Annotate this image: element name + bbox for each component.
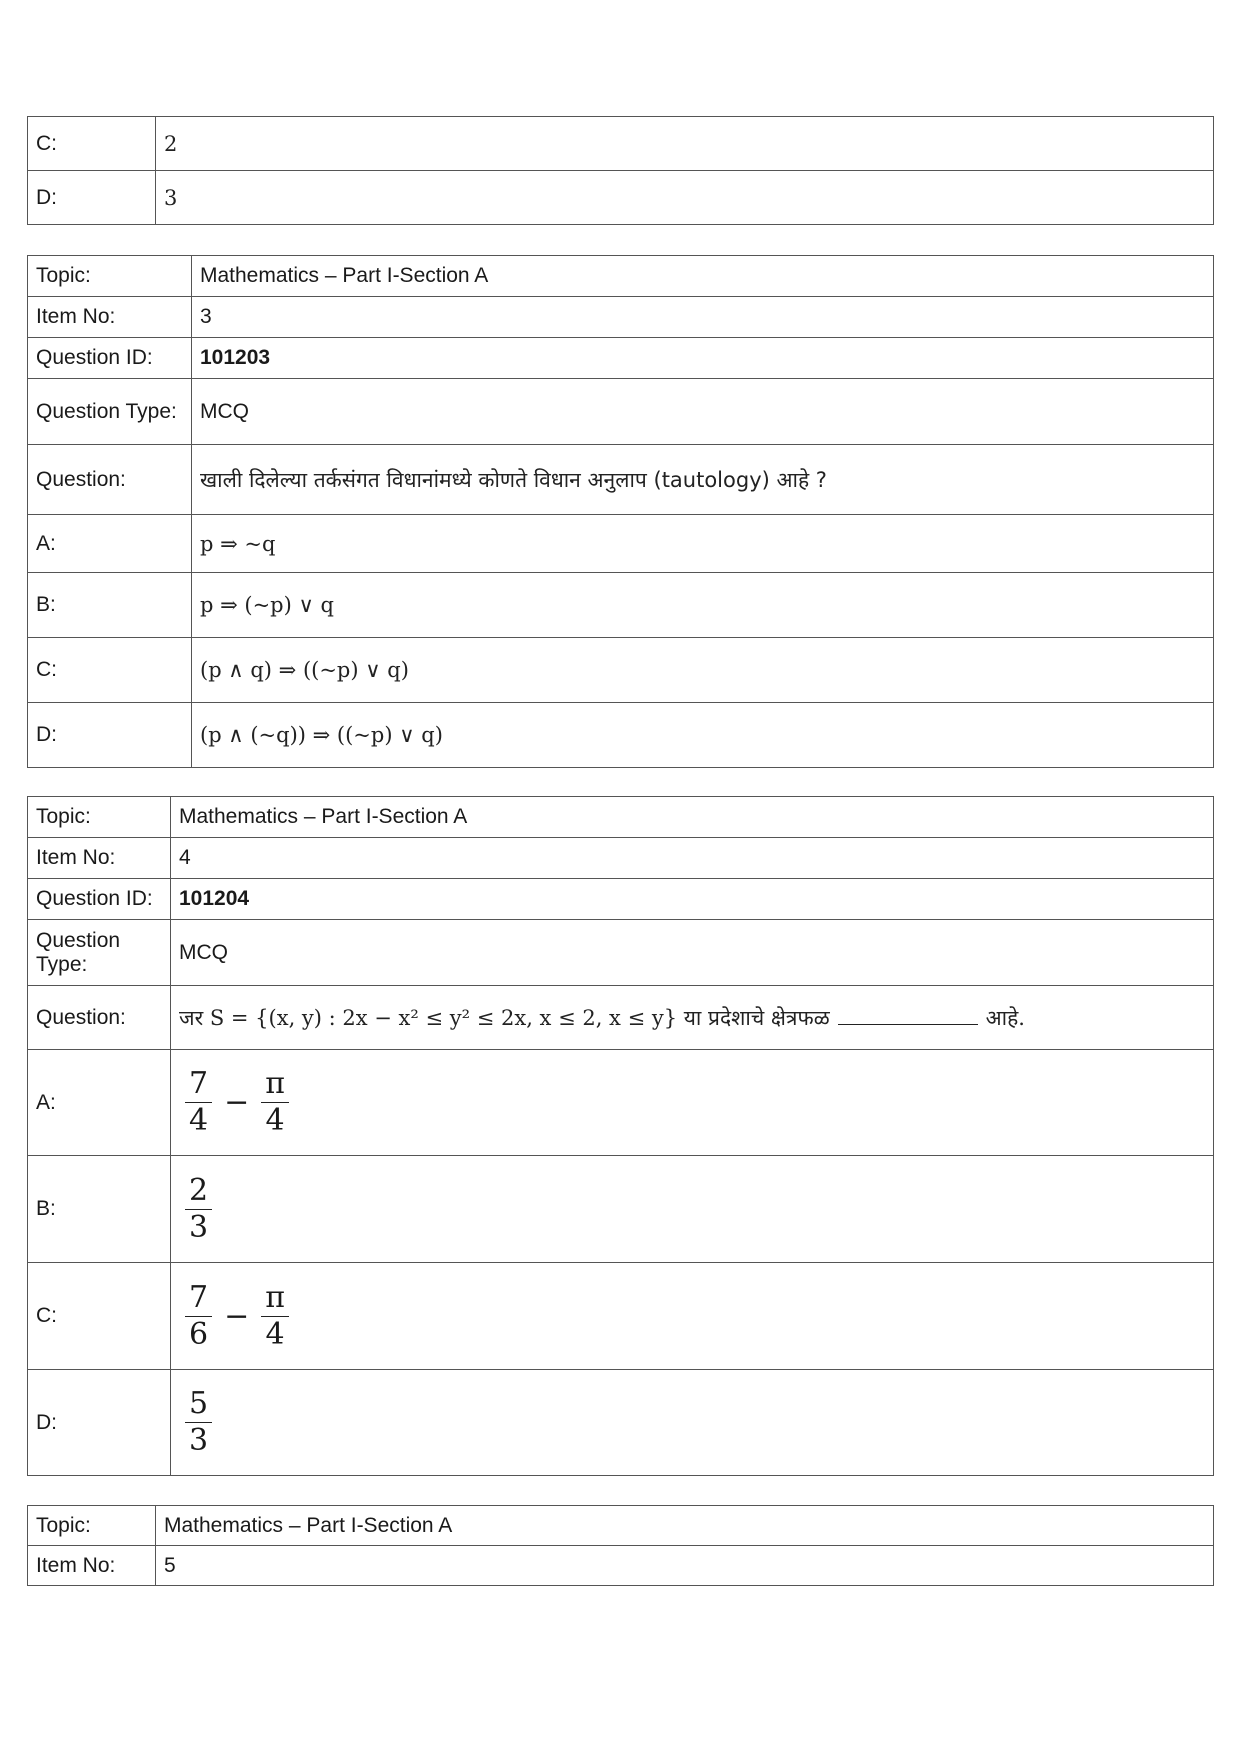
question-table-item-4 [27,796,1214,1476]
fraction [185,1386,212,1459]
question-id-label: Question ID: [28,338,192,379]
question-type-value: MCQ [171,920,1214,986]
option-b-label: B: [28,1156,171,1263]
question-text-suffix: आहे. [985,1005,1025,1030]
option-a-value: p ⇒ ~q [192,515,1214,573]
denominator: 3 [189,1423,209,1458]
question-text: खाली दिलेल्या तर्कसंगत विधानांमध्ये कोणते विधान अनुलाप (tautology) आहे ? [192,445,1214,515]
question-label: Question: [28,445,192,515]
option-d-value: (p ∧ (~q)) ⇒ ((~p) ∨ q) [192,703,1214,768]
fraction [185,1280,212,1353]
question-id-label: Question ID: [28,879,171,920]
denominator: 6 [189,1316,209,1352]
option-c-label: C: [28,638,192,703]
question-table-item-3 [27,255,1214,768]
option-d-value [171,1370,1214,1476]
fraction [261,1066,289,1139]
item-no-label: Item No: [28,1546,156,1586]
numerator: 7 [185,1066,212,1103]
denominator: 4 [189,1103,209,1138]
question-text-prefix: जर S = {(x, y) : 2x − x² ≤ y² ≤ 2x, x ≤ 2, x ≤ y} या प्रदेशाचे क्षेत्रफळ [179,1005,830,1030]
topic-value: Mathematics – Part I-Section A [171,797,1214,838]
fraction [185,1066,212,1139]
item-no-label: Item No: [28,297,192,338]
numerator: π [261,1066,289,1103]
question-type-label: Question Type: [28,379,192,445]
topic-value: Mathematics – Part I-Section A [156,1506,1214,1546]
denominator: 3 [189,1209,209,1245]
item-no-label: Item No: [28,838,171,879]
option-a-label: A: [28,1050,171,1156]
numerator: π [261,1280,289,1317]
question-type-value: MCQ [192,379,1214,445]
item-no-value: 4 [171,838,1214,879]
fraction [185,1173,212,1246]
question-type-label: Question Type: [28,920,171,986]
option-c-label: C: [28,1263,171,1370]
answer-blank [838,1024,978,1025]
option-value: 3 [156,171,1214,225]
topic-value: Mathematics – Part I-Section A [192,256,1214,297]
option-d-label: D: [28,1370,171,1476]
fraction [261,1280,289,1353]
question-table-item-5 [27,1505,1214,1586]
question-label: Question: [28,986,171,1050]
option-b-value [171,1156,1214,1263]
topic-label: Topic: [28,797,171,838]
option-b-value: p ⇒ (~p) ∨ q [192,573,1214,638]
item-no-value: 3 [192,297,1214,338]
question-id-value: 101204 [171,879,1214,920]
question-text [171,986,1214,1050]
numerator: 7 [185,1280,212,1317]
option-c-value [171,1263,1214,1370]
item-no-value: 5 [156,1546,1214,1586]
option-a-label: A: [28,515,192,573]
question-table-prev [27,116,1214,225]
minus-sign: − [224,1085,250,1120]
option-label: C: [28,117,156,171]
option-a-value [171,1050,1214,1156]
denominator: 4 [265,1103,285,1138]
question-id-value: 101203 [192,338,1214,379]
minus-sign: − [224,1298,250,1334]
numerator: 2 [185,1173,212,1210]
topic-label: Topic: [28,256,192,297]
option-b-label: B: [28,573,192,638]
numerator: 5 [185,1386,212,1423]
topic-label: Topic: [28,1506,156,1546]
option-c-value: (p ∧ q) ⇒ ((~p) ∨ q) [192,638,1214,703]
option-value: 2 [156,117,1214,171]
option-row [28,171,1214,225]
option-label: D: [28,171,156,225]
option-row [28,117,1214,171]
option-d-label: D: [28,703,192,768]
denominator: 4 [265,1316,285,1352]
